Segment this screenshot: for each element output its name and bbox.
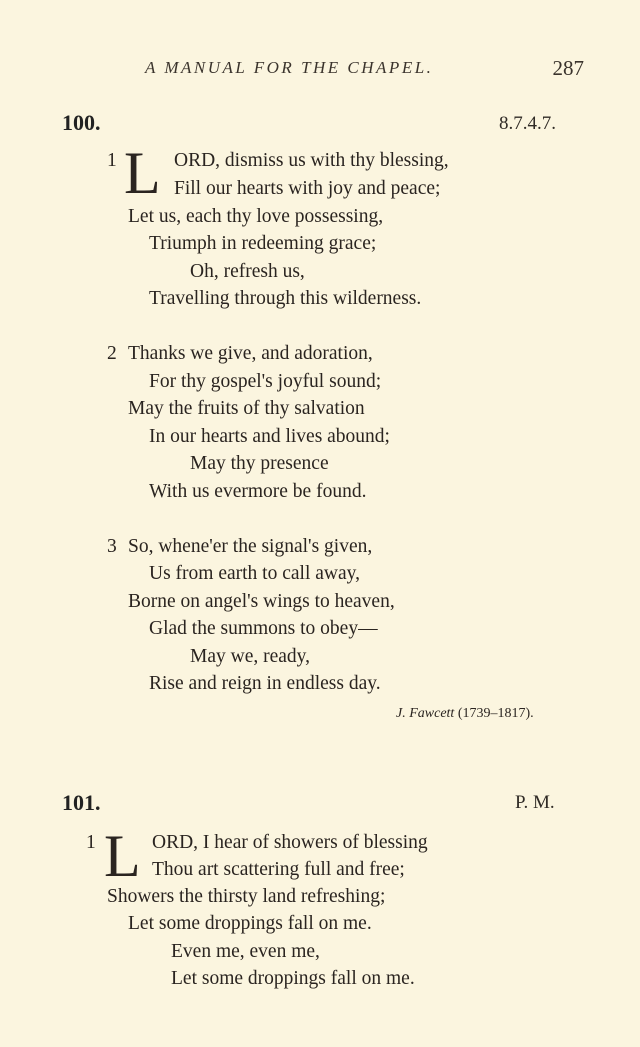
verse-line: Rise and reign in endless day. (149, 673, 381, 694)
hymn-meter: 8.7.4.7. (499, 113, 556, 134)
verse-line: Thou art scattering full and free; (152, 859, 405, 880)
verse-line: Let us, each thy love possessing, (128, 206, 384, 227)
attribution-dates: (1739–1817). (457, 706, 534, 721)
verse-line: ORD, I hear of showers of blessing (152, 832, 428, 853)
verse-line: Travelling through this wilderness. (149, 288, 422, 309)
attribution-author: J. Fawcett (396, 706, 455, 721)
stanza-number: 2 (107, 343, 117, 364)
verse-line: Us from earth to call away, (149, 563, 360, 584)
verse-line: Triumph in redeeming grace; (149, 233, 377, 254)
verse-line: Let some droppings fall on me. (128, 913, 372, 934)
verse-line: Borne on angel's wings to heaven, (128, 591, 395, 612)
verse-line: Oh, refresh us, (190, 261, 305, 282)
drop-cap: L (124, 140, 161, 206)
verse-line: May we, ready, (190, 646, 311, 667)
verse-line: Even me, even me, (171, 941, 320, 962)
hymn-number: 100. (62, 110, 101, 135)
verse-line: In our hearts and lives abound; (149, 426, 390, 447)
hymn-meter: P. M. (515, 792, 555, 813)
drop-cap: L (104, 823, 141, 889)
verse-line: ORD, dismiss us with thy blessing, (174, 150, 449, 171)
verse-line: May the fruits of thy salvation (128, 398, 365, 419)
verse-line: So, whene'er the signal's given, (128, 536, 373, 557)
verse-line: Let some droppings fall on me. (171, 968, 415, 989)
stanza-number: 3 (107, 536, 117, 557)
verse-line: Thanks we give, and adoration, (128, 343, 373, 364)
hymn-attribution (396, 706, 534, 722)
hymn-number: 101. (62, 790, 101, 815)
verse-line: Showers the thirsty land refreshing; (107, 886, 386, 907)
stanza-number: 1 (86, 832, 96, 853)
verse-line: Glad the summons to obey— (149, 618, 378, 639)
verse-line: With us evermore be found. (149, 481, 367, 502)
verse-line: May thy presence (190, 453, 329, 474)
stanza-number: 1 (107, 150, 117, 171)
running-head: A MANUAL FOR THE CHAPEL. (145, 58, 434, 77)
verse-line: Fill our hearts with joy and peace; (174, 178, 441, 199)
page-number: 287 (552, 56, 584, 80)
verse-line: For thy gospel's joyful sound; (149, 371, 382, 392)
